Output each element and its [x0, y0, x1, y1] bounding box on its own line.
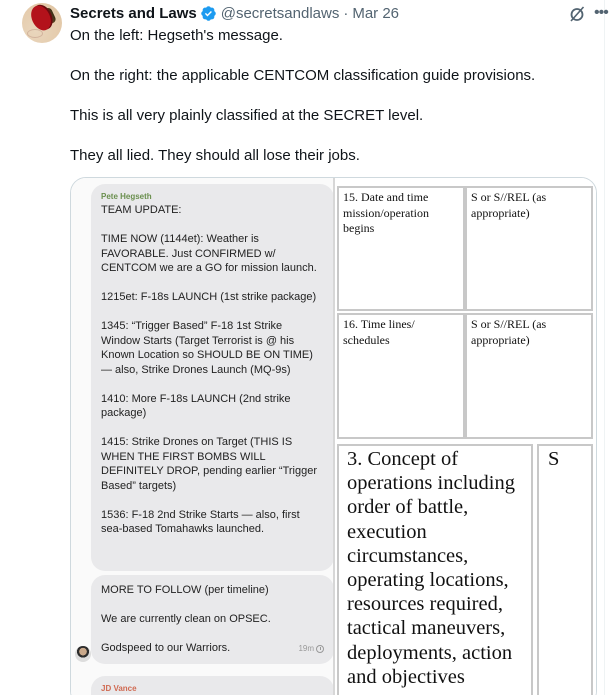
tweet-paragraph: This is all very plainly classified at the SECRET level.	[70, 107, 424, 124]
avatar-stamp-impression	[27, 29, 43, 38]
guide-item-cell: 15. Date and time mission/operation begins	[337, 186, 465, 311]
guide-classification-cell: S or S//REL (as appropriate)	[465, 186, 593, 311]
more-options-icon[interactable]: •••	[594, 4, 608, 21]
message-sender: Pete Hegseth	[101, 192, 152, 201]
message-line: 1345: “Trigger Based” F-18 1st Strike Window Starts (Target Terrorist is @ his Known Location so SHOULD BE ON TIME) — also, Strike Drones Launch (MQ-9s)	[101, 320, 313, 376]
timeline-column-border	[604, 0, 605, 695]
author-handle[interactable]: @secretsandlaws	[220, 4, 340, 22]
chat-message-bubble	[91, 184, 334, 571]
verified-badge-icon	[200, 5, 217, 22]
message-line: 1215et: F-18s LAUNCH (1st strike package)	[101, 291, 317, 303]
message-line: MORE TO FOLLOW (per timeline)	[101, 584, 269, 596]
media-image-right-classification-guide[interactable]	[333, 178, 597, 695]
message-line: 1410: More F-18s LAUNCH (2nd strike package)	[101, 392, 291, 419]
tweet-media-card	[70, 177, 597, 695]
tweet-paragraph: On the left: Hegseth's message.	[70, 27, 283, 44]
guide-item-cell: 16. Time lines/ schedules	[337, 313, 465, 439]
sender-avatar	[75, 646, 91, 662]
header-separator: ·	[343, 4, 349, 22]
tweet-paragraph: On the right: the applicable CENTCOM classification guide provisions.	[70, 67, 536, 84]
chat-message-bubble	[91, 676, 334, 695]
author-name[interactable]: Secrets and Laws	[70, 4, 197, 22]
message-line: 1415: Strike Drones on Target (THIS IS WHEN THE FIRST BOMBS WILL DEFINITELY DROP, pending earlier “Trigger Based” targets)	[101, 436, 318, 492]
guide-item-cell: 3. Concept of operations including order of battle, execution circumstances, operating locations, resources required, tactical maneuvers, deployments, action and objectives	[337, 444, 533, 695]
message-line: 1536: F-18 2nd Strike Starts — also, first sea-based Tomahawks launched.	[101, 508, 300, 535]
guide-classification-cell: S	[537, 444, 593, 695]
message-timestamp	[298, 642, 324, 657]
tweet-date[interactable]: Mar 26	[352, 4, 400, 22]
media-image-left-signal-chat[interactable]	[71, 178, 333, 695]
message-line: TIME NOW (1144et): Weather is FAVORABLE. Just CONFIRMED w/ CENTCOM we are a GO for mission launch.	[101, 233, 317, 274]
message-line: TEAM UPDATE:	[101, 204, 182, 216]
tweet-header	[70, 4, 399, 22]
message-line: Godspeed to our Warriors.	[101, 642, 231, 654]
disappearing-timer-icon	[316, 645, 324, 653]
tweet-text	[70, 26, 600, 186]
grok-icon[interactable]	[567, 4, 587, 24]
message-line: We are currently clean on OPSEC.	[101, 613, 271, 625]
message-sender: JD Vance	[101, 684, 137, 693]
author-avatar[interactable]	[22, 3, 62, 43]
message-time: 19m	[298, 643, 314, 653]
chat-message-bubble	[91, 575, 334, 664]
guide-classification-cell: S or S//REL (as appropriate)	[465, 313, 593, 439]
tweet-paragraph: They all lied. They should all lose their jobs.	[70, 147, 360, 164]
